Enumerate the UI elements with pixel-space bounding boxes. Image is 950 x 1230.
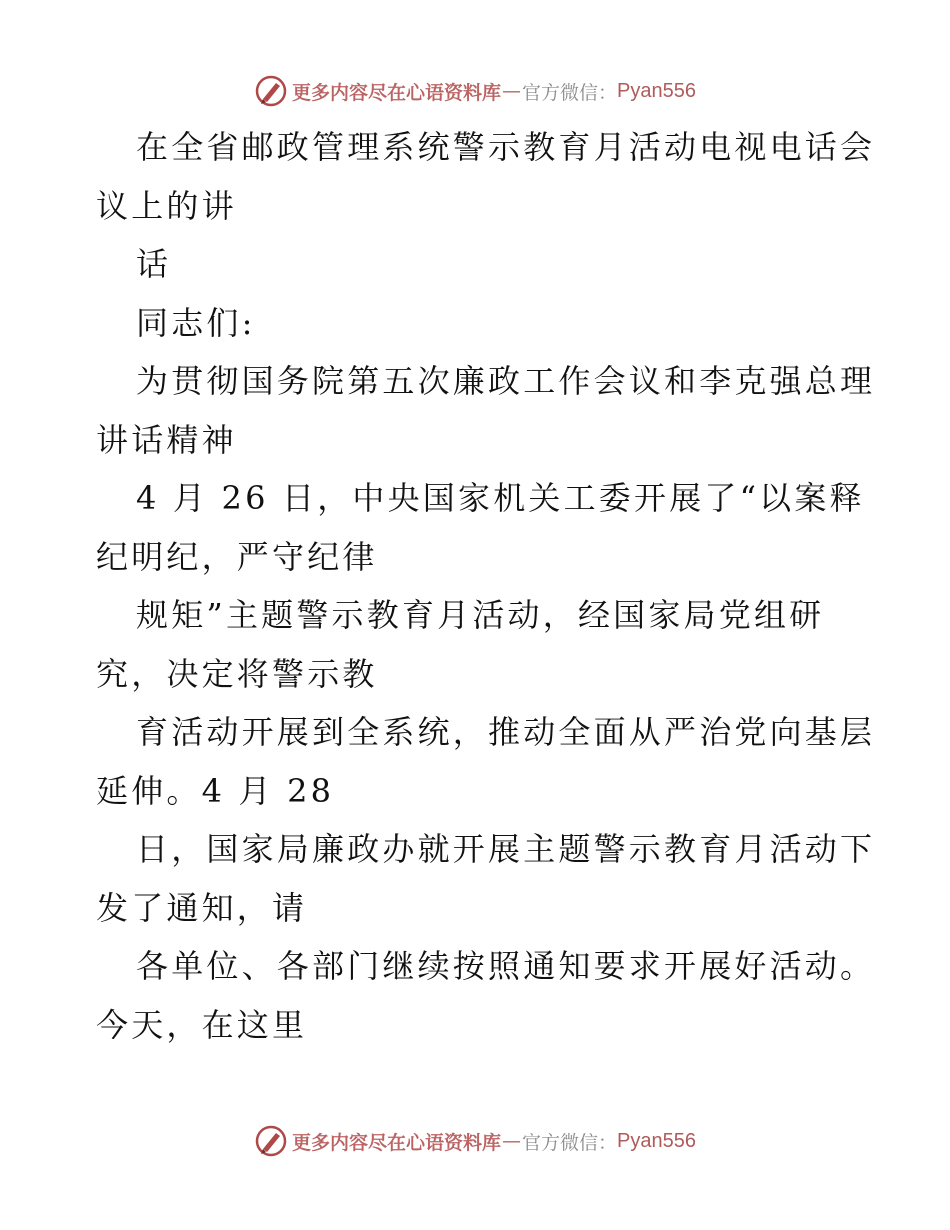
watermark-official-label: 官方微信：	[522, 81, 618, 104]
text-line: 究，决定将警示教	[96, 654, 378, 693]
watermark-official-label: 官方微信：	[522, 1131, 618, 1154]
text-line: 为贯彻国务院第五次廉政工作会议和李克强总理	[136, 362, 876, 400]
watermark-handle: Pyan556	[617, 79, 696, 102]
footer-watermark	[0, 1121, 950, 1161]
text-line: 日，国家局廉政办就开展主题警示教育月活动下	[136, 830, 876, 868]
text-line: 育活动开展到全系统，推动全面从严治党向基层	[136, 713, 876, 751]
text-line: 各单位、各部门继续按照通知要求开展好活动。	[136, 947, 876, 985]
text-line: 议上的讲	[96, 186, 237, 225]
text-line: 延伸。4 月 28	[96, 771, 335, 810]
watermark-dash: —	[502, 80, 522, 102]
text-line: 规矩”主题警示教育月活动，经国家局党组研	[136, 596, 825, 634]
text-line: 讲话精神	[96, 420, 237, 459]
text-line: 在全省邮政管理系统警示教育月活动电视电话会	[136, 128, 876, 166]
text-line: 同志们:	[136, 303, 256, 342]
pen-logo-icon	[254, 1124, 288, 1158]
watermark-site-text: 更多内容尽在心语资料库	[292, 81, 502, 104]
header-watermark	[0, 71, 950, 111]
text-line: 4 月 26 日，中央国家机关工委开展了“以案释	[136, 479, 865, 517]
document-body	[96, 118, 876, 1054]
watermark-site-text: 更多内容尽在心语资料库	[292, 1131, 502, 1154]
text-line: 发了通知，请	[96, 888, 308, 927]
watermark-dash: —	[502, 1130, 522, 1152]
watermark-handle: Pyan556	[617, 1129, 696, 1152]
text-line: 纪明纪，严守纪律	[96, 537, 378, 576]
pen-logo-icon	[254, 74, 288, 108]
text-line: 今天，在这里	[96, 1005, 308, 1044]
text-line: 话	[136, 245, 172, 283]
